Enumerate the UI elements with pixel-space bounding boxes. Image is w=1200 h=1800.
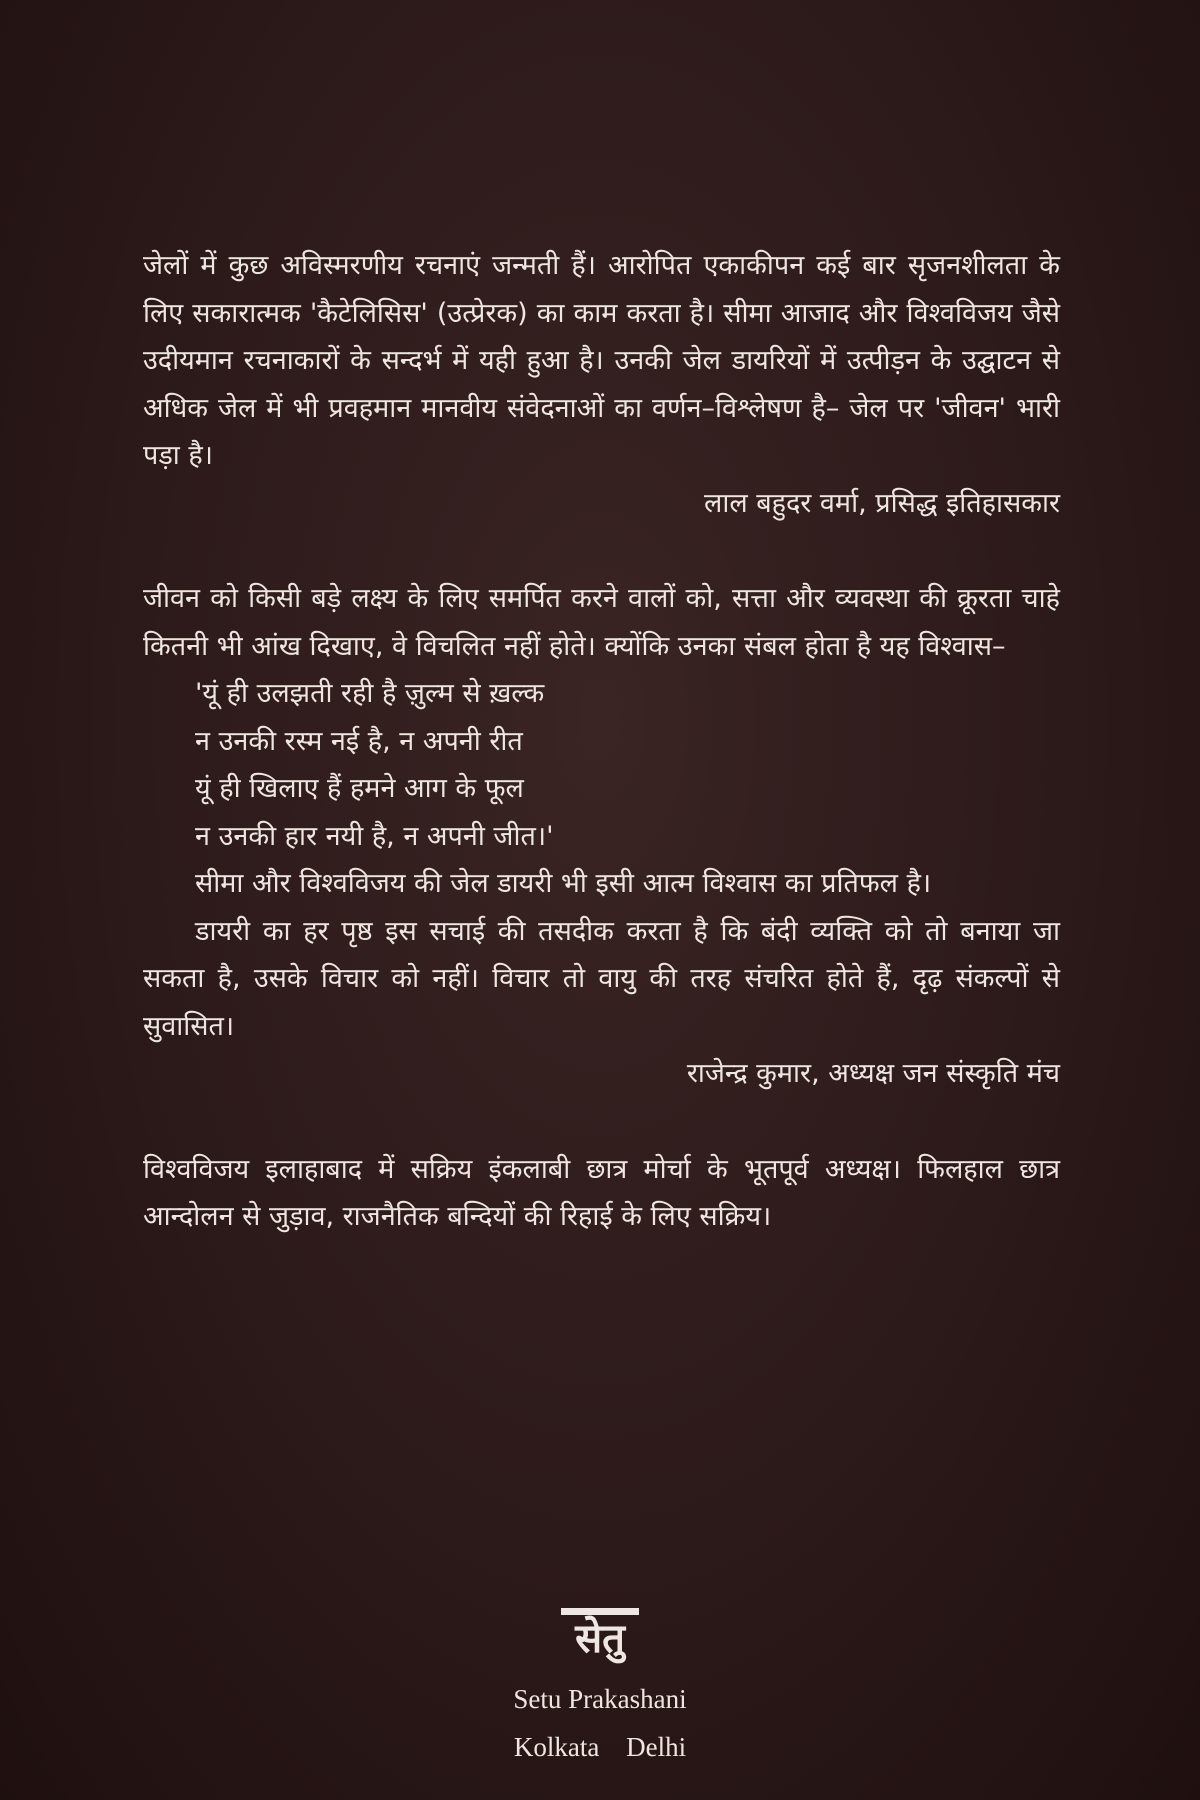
publisher-cities: Kolkata Delhi	[513, 1732, 687, 1762]
publisher-name: Setu Prakashani	[513, 1684, 687, 1714]
review-1-attribution: लाल बहुदर वर्मा, प्रसिद्ध इतिहासकार	[704, 487, 1060, 519]
section-gap	[143, 1098, 1060, 1146]
author-bio: विश्वविजय इलाहाबाद में सक्रिय इंकलाबी छात्र मोर्चा के भूतपूर्व अध्यक्ष। फिलहाल छात्र आन्दोलन से जुड़ाव, राजनैतिक बन्दियों की रिहाई के लिए सक्रिय।	[143, 1153, 1060, 1232]
review-2-para-3: डायरी का हर पृष्ठ इस सचाई की तसदीक करता है कि बंदी व्यक्ति को तो बनाया जा सकता है, उसके विचार को नहीं। विचार तो वायु की तरह संचरित होते हैं, दृढ़ संकल्पों से सुवासित।	[143, 915, 1060, 1042]
cover-text	[143, 242, 1060, 1241]
verse-line: यूं ही खिलाए हैं हमने आग के फूल	[195, 773, 524, 804]
review-2-intro: जीवन को किसी बड़े लक्ष्य के लिए समर्पित करने वालों को, सत्ता और व्यवस्था की क्रूरता चाहे कितनी भी आंख दिखाए, वे विचलित नहीं होते। क्योंकि उनका संबल होता है यह विश्वास–	[143, 583, 1060, 662]
publisher-logo	[0, 1600, 1200, 1668]
verse-block	[143, 670, 1060, 860]
verse-line: न उनकी हार नयी है, न अपनी जीत।'	[195, 820, 554, 852]
review-2-attribution: राजेन्द्र कुमार, अध्यक्ष जन संस्कृति मंच	[686, 1058, 1060, 1089]
verse-line: न उनकी रस्म नई है, न अपनी रीत	[195, 725, 523, 757]
section-gap	[143, 527, 1060, 575]
setu-logo-icon	[557, 1600, 643, 1668]
verse-line: 'यूं ही उलझती रही है ज़ुल्म से ख़ल्क	[195, 678, 545, 709]
review-1-text: जेलों में कुछ अविस्मरणीय रचनाएं जन्मती हैं। आरोपित एकाकीपन कई बार सृजनशीलता के लिए सकारात्मक 'कैटेलिसिस' (उत्प्रेरक) का काम करता है। सीमा आजाद और विश्वविजय जैसे उदीयमान रचनाकारों के सन्दर्भ में यही हुआ है। उनकी जेल डायरियों में उत्पीड़न के उद्घाटन से अधिक जेल में भी प्रवहमान मानवीय संवेदनाओं का वर्णन–विश्लेषण है– जेल पर 'जीवन' भारी पड़ा है।	[143, 250, 1060, 471]
svg-text:सेतु: सेतु	[575, 1616, 625, 1662]
review-2-para-2: सीमा और विश्वविजय की जेल डायरी भी इसी आत्म विश्वास का प्रतिफल है।	[195, 868, 932, 899]
